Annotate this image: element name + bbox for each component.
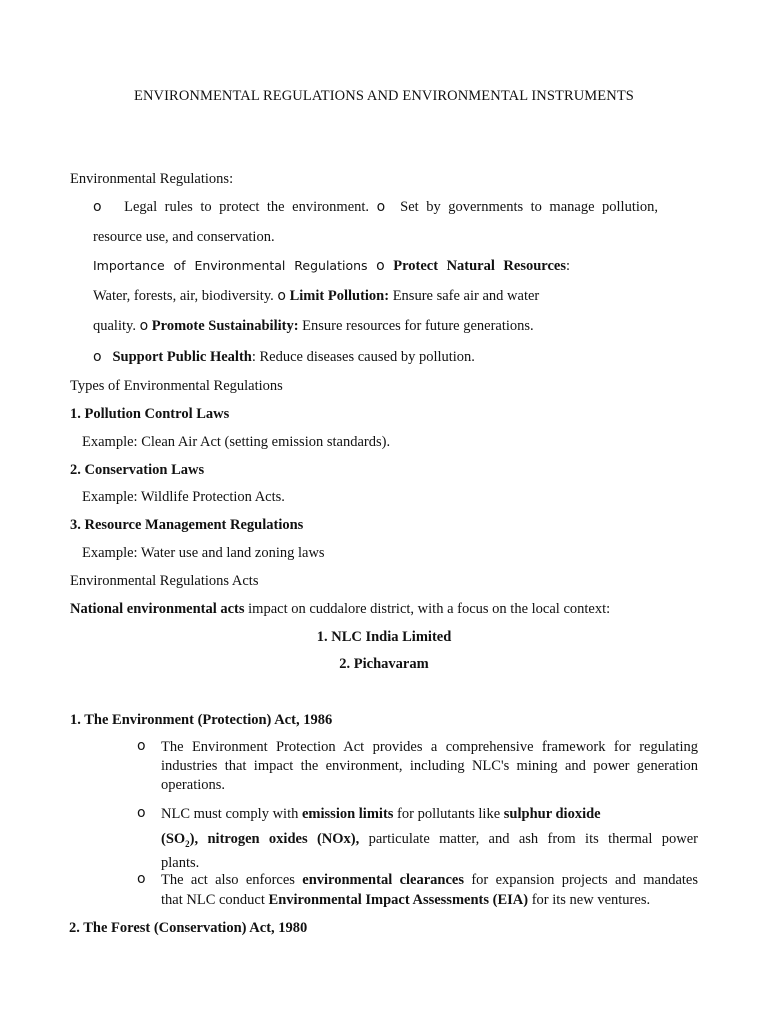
importance-label: Importance of Environmental Regulations <box>93 258 368 273</box>
bullet-marker: o <box>139 318 149 334</box>
epa-heading: 1. The Environment (Protection) Act, 1986 <box>70 712 333 728</box>
epa-bullet-3: The act also enforces environmental clearances for expansion projects and mandates that NLC conduct Environmental Impact Assessments (EIA) for its new ventures. <box>161 872 698 908</box>
type-item-1: 1. Pollution Control Laws <box>70 406 230 422</box>
regulations-line-3: Importance of Environmental Regulations o Protect Natural Resources: <box>93 258 571 274</box>
regulations-line-4: Water, forests, air, biodiversity. o Limit Pollution: Ensure safe air and water <box>93 288 540 304</box>
epa-bullet-2: NLC must comply with emission limits for pollutants like sulphur dioxide $(SO_2)$, nitrogen oxides (NOx), particulate matter, and ash from its thermal power plants. <box>161 806 698 871</box>
bullet-marker: o <box>376 199 386 215</box>
bullet-marker: o <box>93 199 102 215</box>
page-title: ENVIRONMENTAL REGULATIONS AND ENVIRONMENTAL INSTRUMENTS <box>134 88 634 104</box>
section-heading-acts: Environmental Regulations Acts <box>70 573 259 589</box>
fca-heading: 2. The Forest (Conservation) Act, 1980 <box>69 920 308 936</box>
acts-center-item-1: 1. NLC India Limited <box>316 629 452 645</box>
bullet-marker: o <box>137 871 146 887</box>
section-heading-types: Types of Environmental Regulations <box>70 378 283 394</box>
epa-bullet-1: The Environment Protection Act provides a comprehensive framework for regulating industries that impact the environment, including NLC's mining and power generation operations. <box>161 739 698 793</box>
type-item-2-example: Example: Wildlife Protection Acts. <box>82 489 285 505</box>
bullet-marker: o <box>93 349 102 365</box>
type-item-3: 3. Resource Management Regulations <box>70 517 304 533</box>
bullet-marker: o <box>277 288 286 304</box>
acts-intro: National environmental acts impact on cuddalore district, with a focus on the local context: <box>70 601 611 617</box>
bullet-marker: o <box>376 258 385 274</box>
bullet-marker: o <box>137 805 146 821</box>
regulations-line-6: o Support Public Health: Reduce diseases caused by pollution. <box>93 349 475 365</box>
type-item-2: 2. Conservation Laws <box>70 462 205 478</box>
type-item-3-example: Example: Water use and land zoning laws <box>82 545 325 561</box>
section-heading-regulations: Environmental Regulations: <box>70 171 234 187</box>
bullet-marker: o <box>137 738 146 754</box>
regulations-line-2: resource use, and conservation. <box>93 229 275 245</box>
type-item-1-example: Example: Clean Air Act (setting emission standards). <box>82 434 391 450</box>
regulations-line-1: o Legal rules to protect the environment. o Set by governments to manage pollution, <box>93 199 659 215</box>
regulations-line-5: quality. o Promote Sustainability: Ensure resources for future generations. <box>93 318 534 334</box>
acts-center-item-2: 2. Pichavaram <box>339 656 429 672</box>
